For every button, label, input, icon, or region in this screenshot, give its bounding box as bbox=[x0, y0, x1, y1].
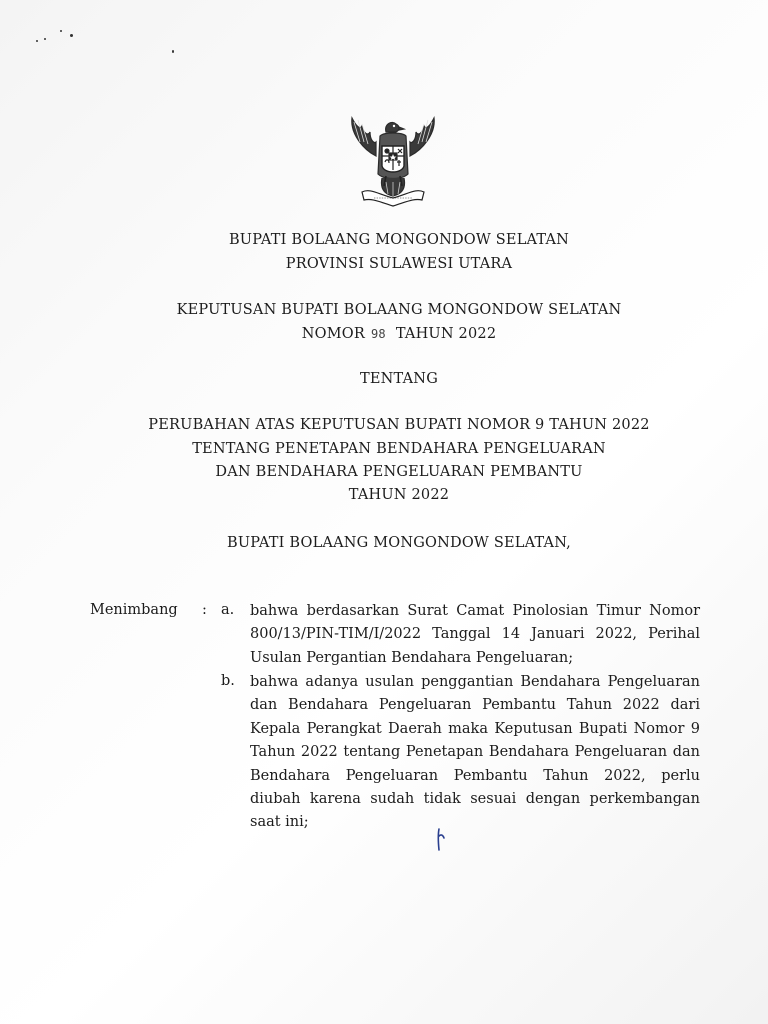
scan-speck bbox=[70, 34, 73, 37]
scan-speck bbox=[36, 40, 38, 42]
office-title: BUPATI BOLAANG MONGONDOW SELATAN bbox=[228, 232, 570, 248]
scan-speck bbox=[60, 30, 62, 32]
item-marker: a. bbox=[221, 602, 235, 618]
subject-line: TAHUN 2022 bbox=[348, 487, 450, 503]
decree-title: KEPUTUSAN BUPATI BOLAANG MONGONDOW SELATAN bbox=[176, 302, 622, 318]
considering-item-a: bahwa berdasarkan Surat Camat Pinolosian Timur Nomor 800/13/PIN-TIM/I/2022 Tanggal 14 Januari 2022, Perihal Usulan Pergantian Bendahara Pengeluaran; bbox=[250, 603, 700, 666]
scan-speck bbox=[44, 38, 46, 40]
subject-line: TENTANG PENETAPAN BENDAHARA PENGELUARAN bbox=[192, 441, 606, 457]
considering-label: Menimbang bbox=[90, 602, 178, 618]
scan-speck bbox=[172, 50, 174, 53]
item-marker: b. bbox=[221, 673, 235, 689]
garuda-emblem-icon bbox=[340, 112, 446, 212]
about-heading: TENTANG bbox=[360, 371, 438, 387]
decree-number-line bbox=[0, 326, 768, 342]
subject-line: DAN BENDAHARA PENGELUARAN PEMBANTU bbox=[215, 464, 583, 480]
number-prefix: NOMOR bbox=[301, 326, 365, 342]
province-title: PROVINSI SULAWESI UTARA bbox=[285, 256, 513, 272]
pen-mark-icon bbox=[434, 826, 448, 852]
decree-year: TAHUN 2022 bbox=[395, 326, 497, 342]
considering-item-b: bahwa adanya usulan penggantian Bendahara Pengeluaran dan Bendahara Pengeluaran Pembantu Tahun 2022 dari Kepala Perangkat Daerah maka Keputusan Bupati Nomor 9 Tahun 2022 tentang Penetapan Bendahara Pengeluaran dan Bendahara Pengeluaran Pembantu Tahun 2022, perlu diubah karena sudah tidak sesuai dengan perkembangan saat ini; bbox=[250, 674, 700, 831]
issuer-line: BUPATI BOLAANG MONGONDOW SELATAN, bbox=[226, 535, 571, 551]
considering-colon: : bbox=[202, 602, 207, 618]
decree-number: 98 bbox=[370, 327, 386, 341]
subject-line: PERUBAHAN ATAS KEPUTUSAN BUPATI NOMOR 9 TAHUN 2022 bbox=[148, 417, 650, 433]
